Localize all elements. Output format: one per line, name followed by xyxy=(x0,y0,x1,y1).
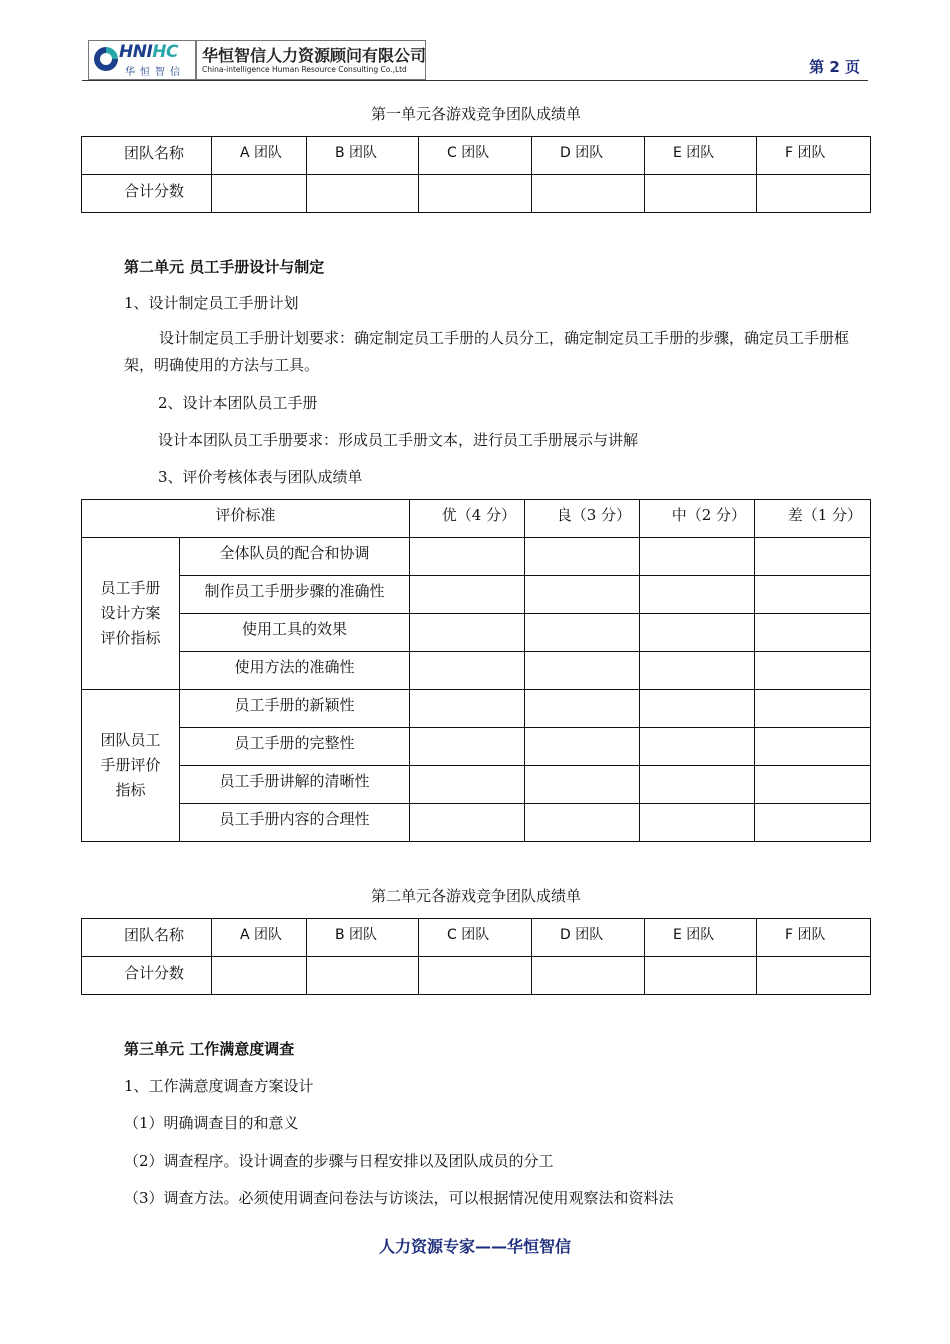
table-cell: F 团队 xyxy=(757,919,871,957)
score-cell xyxy=(645,957,757,995)
score-cell xyxy=(307,957,419,995)
logo-letters: HNIHC xyxy=(119,42,178,62)
table-row xyxy=(82,690,871,728)
criterion-cell: 使用方法的准确性 xyxy=(180,652,410,690)
unit3-sub1: （1）明确调查目的和意义 xyxy=(124,1114,299,1132)
unit2-item2: 2、设计本团队员工手册 xyxy=(158,394,318,412)
unit2-table-caption: 第二单元各游戏竞争团队成绩单 xyxy=(370,887,581,905)
table-cell: B 团队 xyxy=(307,919,419,957)
logo-swirl-icon xyxy=(91,44,121,74)
table-row xyxy=(82,175,871,213)
table-header-cell: 差（1 分） xyxy=(755,500,871,538)
table-cell: A 团队 xyxy=(212,137,307,175)
score-cell xyxy=(525,614,640,652)
criterion-cell: 制作员工手册步骤的准确性 xyxy=(180,576,410,614)
score-cell xyxy=(757,957,871,995)
table-row xyxy=(82,766,871,804)
company-name-en: China-intelligence Human Resource Consulting Co.,Ltd xyxy=(202,65,407,74)
score-cell xyxy=(532,175,645,213)
unit2-item1-desc: 设计制定员工手册计划要求：确定制定员工手册的人员分工，确定制定员工手册的步骤，确定员工手册框架，明确使用的方法与工具。 xyxy=(124,329,850,374)
score-cell xyxy=(640,538,755,576)
table-row xyxy=(82,538,871,576)
score-cell xyxy=(640,804,755,842)
score-cell xyxy=(410,538,525,576)
criterion-cell: 员工手册讲解的清晰性 xyxy=(180,766,410,804)
company-name-box xyxy=(196,40,426,80)
score-cell xyxy=(212,957,307,995)
score-cell xyxy=(410,652,525,690)
score-cell xyxy=(419,175,532,213)
table-cell: E 团队 xyxy=(645,919,757,957)
score-cell xyxy=(419,957,532,995)
unit3-item1: 1、工作满意度调查方案设计 xyxy=(124,1077,314,1095)
criterion-cell: 员工手册的完整性 xyxy=(180,728,410,766)
score-cell xyxy=(410,728,525,766)
score-cell xyxy=(525,652,640,690)
score-cell xyxy=(640,652,755,690)
table-cell: D 团队 xyxy=(532,919,645,957)
score-cell xyxy=(755,538,871,576)
score-cell xyxy=(525,690,640,728)
score-cell xyxy=(640,576,755,614)
score-cell xyxy=(640,728,755,766)
criterion-cell: 员工手册的新颖性 xyxy=(180,690,410,728)
score-cell xyxy=(410,576,525,614)
score-cell xyxy=(212,175,307,213)
company-name-cn: 华恒智信人力资源顾问有限公司 xyxy=(202,46,427,65)
criterion-cell: 全体队员的配合和协调 xyxy=(180,538,410,576)
table-cell: E 团队 xyxy=(645,137,757,175)
table-header-cell: 中（2 分） xyxy=(640,500,755,538)
table-row xyxy=(82,957,871,995)
unit2-item3: 3、评价考核体表与团队成绩单 xyxy=(158,468,363,486)
table-cell: 合计分数 xyxy=(82,175,212,213)
table-row xyxy=(82,137,871,175)
footer-slogan: 人力资源专家——华恒智信 xyxy=(378,1237,571,1256)
table-row xyxy=(82,500,871,538)
table-cell: D 团队 xyxy=(532,137,645,175)
score-cell xyxy=(755,652,871,690)
score-cell xyxy=(410,804,525,842)
unit2-heading: 第二单元 员工手册设计与制定 xyxy=(124,258,325,276)
score-cell xyxy=(755,728,871,766)
unit3-sub3: （3）调查方法。必须使用调查问卷法与访谈法，可以根据情况使用观察法和资料法 xyxy=(124,1189,674,1207)
score-cell xyxy=(532,957,645,995)
table-cell: 团队名称 xyxy=(82,137,212,175)
table-header-cell: 良（3 分） xyxy=(525,500,640,538)
score-cell xyxy=(410,614,525,652)
logo-chinese-text: 华恒智信 xyxy=(125,67,185,78)
score-cell xyxy=(525,804,640,842)
table-cell: A 团队 xyxy=(212,919,307,957)
group-label: 团队员工手册评价指标 xyxy=(82,690,180,842)
company-logo xyxy=(88,40,196,80)
score-cell xyxy=(525,766,640,804)
score-cell xyxy=(640,614,755,652)
unit3-sub2: （2）调查程序。设计调查的步骤与日程安排以及团队成员的分工 xyxy=(124,1152,554,1170)
table-row xyxy=(82,804,871,842)
score-cell xyxy=(525,538,640,576)
score-cell xyxy=(755,614,871,652)
table-cell: 团队名称 xyxy=(82,919,212,957)
score-cell xyxy=(410,690,525,728)
score-cell xyxy=(755,690,871,728)
table-row xyxy=(82,576,871,614)
score-cell xyxy=(410,766,525,804)
criterion-cell: 使用工具的效果 xyxy=(180,614,410,652)
table-cell: C 团队 xyxy=(419,137,532,175)
group-label: 员工手册设计方案评价指标 xyxy=(82,538,180,690)
criterion-cell: 员工手册内容的合理性 xyxy=(180,804,410,842)
score-cell xyxy=(640,766,755,804)
header-divider xyxy=(82,80,868,81)
table-row xyxy=(82,614,871,652)
table-cell: 合计分数 xyxy=(82,957,212,995)
table-row xyxy=(82,652,871,690)
evaluation-table xyxy=(81,499,871,842)
table-cell: F 团队 xyxy=(757,137,871,175)
score-cell xyxy=(307,175,419,213)
unit3-heading: 第三单元 工作满意度调查 xyxy=(124,1040,295,1058)
page-number: 第 2 页 xyxy=(809,58,860,76)
table-row xyxy=(82,728,871,766)
unit2-item1: 1、设计制定员工手册计划 xyxy=(124,294,299,312)
score-cell xyxy=(645,175,757,213)
table-header-cell: 评价标准 xyxy=(82,500,410,538)
table-header-cell: 优（4 分） xyxy=(410,500,525,538)
score-cell xyxy=(525,728,640,766)
score-cell xyxy=(755,766,871,804)
unit2-item2-desc: 设计本团队员工手册要求：形成员工手册文本，进行员工手册展示与讲解 xyxy=(158,431,639,449)
unit1-score-table xyxy=(81,136,871,213)
score-cell xyxy=(755,804,871,842)
score-cell xyxy=(640,690,755,728)
score-cell xyxy=(525,576,640,614)
table-cell: C 团队 xyxy=(419,919,532,957)
score-cell xyxy=(755,576,871,614)
table-row xyxy=(82,919,871,957)
table-cell: B 团队 xyxy=(307,137,419,175)
unit2-score-table xyxy=(81,918,871,995)
unit1-table-caption: 第一单元各游戏竞争团队成绩单 xyxy=(370,105,581,123)
score-cell xyxy=(757,175,871,213)
